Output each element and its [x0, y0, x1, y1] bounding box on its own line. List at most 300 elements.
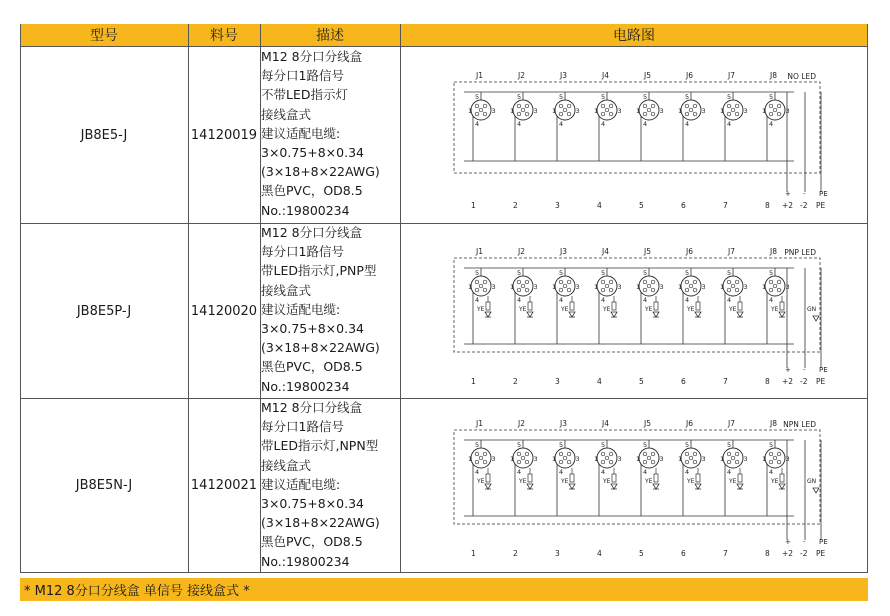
pin-label: 5 — [601, 441, 606, 449]
pin-label: 5 — [769, 269, 774, 277]
pin-label: 3 — [533, 107, 538, 115]
jack-label: J7 — [728, 419, 735, 428]
led-icon — [779, 484, 785, 489]
pin-label: 4 — [685, 120, 690, 128]
pin-label: 1 — [594, 107, 599, 115]
led-icon — [737, 312, 743, 317]
pin-label: 4 — [475, 120, 480, 128]
led-icon — [485, 312, 491, 317]
terminal-label: 6 — [681, 201, 686, 210]
jack-label: J7 — [728, 247, 735, 256]
pin-dot — [517, 452, 521, 456]
led-label: YE — [477, 306, 485, 313]
pin-dot — [521, 284, 525, 288]
terminal-label: 1 — [471, 377, 476, 386]
pin-dot — [525, 280, 529, 284]
pin-dot — [475, 460, 479, 464]
pin-dot — [483, 280, 487, 284]
pin-dot — [559, 288, 563, 292]
pin-dot — [727, 104, 731, 108]
pin-dot — [479, 456, 483, 460]
pin-label: 3 — [491, 455, 496, 463]
pin-label: 5 — [517, 269, 522, 277]
terminal-label: 1 — [471, 549, 476, 558]
m12-connector-icon — [471, 100, 491, 120]
pin-label: 5 — [601, 269, 606, 277]
pin-label: 5 — [685, 441, 690, 449]
desc-line: M12 8分口分线盒 — [261, 400, 363, 415]
power-led-icon — [813, 316, 819, 321]
pin-label: 3 — [533, 455, 538, 463]
m12-connector-icon — [597, 276, 617, 296]
led-icon — [737, 484, 743, 489]
pin-label: 4 — [517, 296, 522, 304]
terminal-label: 3 — [555, 549, 560, 558]
power-sign: - — [803, 538, 806, 546]
pin-dot — [735, 452, 739, 456]
led-label: YE — [771, 478, 779, 485]
resistor-icon — [570, 474, 574, 482]
jack-label: J8 — [770, 247, 777, 256]
terminal-label: 4 — [597, 201, 602, 210]
pin-label: 1 — [468, 283, 473, 291]
pin-label: 5 — [727, 93, 732, 101]
desc-line: 每分口1路信号 — [261, 419, 344, 435]
pin-label: 5 — [643, 269, 648, 277]
terminal-label: 7 — [723, 549, 728, 558]
pin-dot — [693, 460, 697, 464]
pin-dot — [609, 280, 613, 284]
pin-label: 4 — [559, 296, 564, 304]
pin-dot — [559, 112, 563, 116]
pin-label: 3 — [785, 107, 790, 115]
resistor-icon — [528, 474, 532, 482]
pin-dot — [483, 112, 487, 116]
enclosure-outline — [454, 258, 820, 352]
led-icon — [653, 484, 659, 489]
m12-connector-icon — [765, 448, 785, 468]
pin-dot — [563, 284, 567, 288]
pin-label: 5 — [475, 441, 480, 449]
led-icon — [653, 312, 659, 317]
pin-dot — [601, 280, 605, 284]
terminal-label: 7 — [723, 377, 728, 386]
pin-label: 5 — [559, 269, 564, 277]
power-sign: PE — [819, 366, 828, 374]
led-label: YE — [687, 306, 695, 313]
pin-dot — [521, 456, 525, 460]
jack-label: J6 — [686, 419, 693, 428]
pin-dot — [689, 284, 693, 288]
power-terminal-label: -2 — [800, 377, 808, 386]
pin-dot — [521, 108, 525, 112]
terminal-label: 3 — [555, 201, 560, 210]
m12-connector-icon — [723, 100, 743, 120]
jack-label: J2 — [518, 247, 525, 256]
pin-label: 1 — [468, 107, 473, 115]
pin-label: 3 — [785, 283, 790, 291]
pin-dot — [567, 460, 571, 464]
pin-dot — [773, 284, 777, 288]
pin-label: 3 — [659, 283, 664, 291]
pin-dot — [483, 104, 487, 108]
jack-label: J1 — [476, 419, 483, 428]
pin-dot — [559, 104, 563, 108]
pin-label: 4 — [601, 468, 606, 476]
desc-line: (3×18+8×22AWG) — [261, 340, 380, 356]
jack-label: J6 — [686, 71, 693, 80]
resistor-icon — [696, 302, 700, 310]
pin-label: 4 — [727, 468, 732, 476]
pin-dot — [601, 288, 605, 292]
m12-connector-icon — [597, 448, 617, 468]
m12-connector-icon — [555, 448, 575, 468]
power-sign: + — [785, 366, 791, 374]
pin-dot — [685, 452, 689, 456]
pin-dot — [563, 108, 567, 112]
pin-label: 5 — [643, 441, 648, 449]
pin-label: 1 — [510, 455, 515, 463]
row2-description — [261, 223, 380, 396]
power-terminal-label: +2 — [782, 377, 794, 386]
pin-label: 4 — [643, 296, 648, 304]
m12-connector-icon — [513, 448, 533, 468]
pin-dot — [693, 104, 697, 108]
pin-dot — [483, 460, 487, 464]
pin-dot — [475, 452, 479, 456]
pin-label: 4 — [475, 468, 480, 476]
pin-label: 1 — [636, 107, 641, 115]
m12-connector-icon — [639, 448, 659, 468]
terminal-label: 5 — [639, 549, 644, 558]
led-label: YE — [729, 306, 737, 313]
pin-label: 4 — [685, 468, 690, 476]
power-terminal-label: +2 — [782, 549, 794, 558]
led-icon — [527, 312, 533, 317]
pin-dot — [769, 452, 773, 456]
jack-label: J5 — [644, 247, 651, 256]
power-terminal-label: -2 — [800, 201, 808, 210]
pin-dot — [769, 280, 773, 284]
led-label: YE — [603, 306, 611, 313]
pin-dot — [735, 112, 739, 116]
power-sign: - — [803, 190, 806, 198]
jack-label: J5 — [644, 71, 651, 80]
desc-line: (3×18+8×22AWG) — [261, 515, 380, 531]
desc-line: No.:19800234 — [261, 202, 350, 218]
pin-label: 1 — [636, 283, 641, 291]
jack-label: J3 — [560, 247, 567, 256]
header-description: 描述 — [260, 24, 400, 46]
led-icon — [569, 484, 575, 489]
pin-label: 4 — [769, 120, 774, 128]
pin-label: 5 — [769, 441, 774, 449]
desc-line: (3×18+8×22AWG) — [261, 164, 380, 180]
resistor-icon — [780, 302, 784, 310]
pin-dot — [559, 280, 563, 284]
pin-dot — [475, 112, 479, 116]
pin-dot — [731, 108, 735, 112]
desc-line: 建议适配电缆: — [261, 301, 341, 317]
pin-dot — [609, 104, 613, 108]
pin-dot — [643, 280, 647, 284]
pin-label: 3 — [617, 283, 622, 291]
led-icon — [485, 484, 491, 489]
resistor-icon — [528, 302, 532, 310]
power-led-icon — [813, 488, 819, 493]
pin-dot — [651, 460, 655, 464]
terminal-label: 2 — [513, 201, 518, 210]
pin-label: 5 — [685, 93, 690, 101]
pin-label: 4 — [559, 468, 564, 476]
m12-connector-icon — [681, 276, 701, 296]
power-terminal-label: PE — [816, 201, 826, 210]
jack-label: J3 — [560, 419, 567, 428]
row3-part-no: 14120021 — [190, 478, 258, 493]
pin-dot — [735, 460, 739, 464]
row3-description — [261, 398, 380, 571]
pin-label: 5 — [601, 93, 606, 101]
pin-dot — [651, 452, 655, 456]
pin-dot — [475, 288, 479, 292]
pin-dot — [777, 112, 781, 116]
desc-line: 3×0.75+8×0.34 — [261, 496, 364, 512]
resistor-icon — [780, 474, 784, 482]
pin-dot — [769, 112, 773, 116]
pin-label: 1 — [636, 455, 641, 463]
pin-dot — [567, 452, 571, 456]
pin-dot — [567, 104, 571, 108]
resistor-icon — [654, 302, 658, 310]
pin-dot — [685, 280, 689, 284]
pin-label: 4 — [517, 468, 522, 476]
row3-model: JB8E5N-J — [75, 478, 133, 493]
terminal-label: 1 — [471, 201, 476, 210]
pin-dot — [525, 460, 529, 464]
pin-label: 4 — [643, 468, 648, 476]
pin-label: 3 — [743, 283, 748, 291]
pin-dot — [517, 112, 521, 116]
jack-label: J2 — [518, 71, 525, 80]
pin-dot — [601, 104, 605, 108]
pin-dot — [605, 108, 609, 112]
led-label: YE — [561, 478, 569, 485]
pin-dot — [517, 288, 521, 292]
terminal-label: 6 — [681, 377, 686, 386]
pin-dot — [601, 112, 605, 116]
pin-dot — [525, 104, 529, 108]
pin-label: 5 — [517, 441, 522, 449]
pin-label: 4 — [769, 296, 774, 304]
desc-line: 每分口1路信号 — [261, 244, 344, 260]
pin-dot — [567, 112, 571, 116]
pin-label: 3 — [743, 107, 748, 115]
pin-dot — [777, 452, 781, 456]
pin-dot — [609, 460, 613, 464]
terminal-label: 5 — [639, 201, 644, 210]
desc-line: 建议适配电缆: — [261, 125, 341, 141]
pin-dot — [727, 460, 731, 464]
led-icon — [779, 312, 785, 317]
pin-dot — [689, 456, 693, 460]
m12-connector-icon — [555, 100, 575, 120]
pin-label: 1 — [510, 283, 515, 291]
pin-label: 1 — [678, 455, 683, 463]
m12-connector-icon — [765, 100, 785, 120]
pin-label: 5 — [643, 93, 648, 101]
pin-dot — [643, 104, 647, 108]
jack-label: J1 — [476, 71, 483, 80]
pin-label: 3 — [659, 455, 664, 463]
pin-dot — [651, 280, 655, 284]
pin-dot — [567, 280, 571, 284]
resistor-icon — [696, 474, 700, 482]
pin-dot — [777, 460, 781, 464]
pin-dot — [773, 108, 777, 112]
pin-label: 4 — [727, 296, 732, 304]
pin-label: 5 — [559, 441, 564, 449]
circuit-type-label: PNP LED — [784, 248, 816, 257]
desc-line: 3×0.75+8×0.34 — [261, 145, 364, 161]
terminal-label: 4 — [597, 377, 602, 386]
wiring-diagram-no-led — [434, 60, 834, 216]
pin-label: 3 — [533, 283, 538, 291]
pin-dot — [643, 112, 647, 116]
resistor-icon — [612, 474, 616, 482]
pin-label: 1 — [720, 107, 725, 115]
desc-line: 每分口1路信号 — [261, 68, 344, 84]
pin-dot — [609, 452, 613, 456]
led-label: YE — [603, 478, 611, 485]
pin-dot — [479, 108, 483, 112]
pin-label: 1 — [720, 283, 725, 291]
pin-label: 3 — [617, 455, 622, 463]
pin-label: 1 — [678, 107, 683, 115]
resistor-icon — [570, 302, 574, 310]
jack-label: J7 — [728, 71, 735, 80]
pin-label: 4 — [517, 120, 522, 128]
resistor-icon — [612, 302, 616, 310]
pin-dot — [563, 456, 567, 460]
led-icon — [695, 484, 701, 489]
terminal-label: 7 — [723, 201, 728, 210]
row2-part-no: 14120020 — [190, 303, 258, 319]
pin-label: 4 — [475, 296, 480, 304]
led-icon — [695, 312, 701, 317]
pin-dot — [483, 288, 487, 292]
led-label: YE — [645, 306, 653, 313]
jack-label: J6 — [686, 247, 693, 256]
pin-label: 5 — [727, 269, 732, 277]
jack-label: J3 — [560, 71, 567, 80]
pin-dot — [651, 112, 655, 116]
pin-label: 1 — [468, 455, 473, 463]
m12-connector-icon — [723, 448, 743, 468]
power-led-label: GN — [807, 478, 817, 485]
pin-label: 3 — [659, 107, 664, 115]
row2-model: JB8E5P-J — [76, 303, 132, 319]
resistor-icon — [486, 474, 490, 482]
header-model: 型号 — [20, 24, 188, 46]
desc-line: M12 8分口分线盒 — [261, 225, 363, 240]
jack-label: J1 — [476, 247, 483, 256]
pin-dot — [685, 112, 689, 116]
pin-dot — [647, 456, 651, 460]
m12-connector-icon — [723, 276, 743, 296]
m12-connector-icon — [513, 100, 533, 120]
pin-dot — [475, 280, 479, 284]
row1-part-no: 14120019 — [190, 127, 258, 143]
power-terminal-label: +2 — [782, 201, 794, 210]
footer-note: * M12 8分口分线盒 单信号 接线盒式 * — [20, 578, 868, 601]
pin-dot — [559, 460, 563, 464]
pin-dot — [517, 104, 521, 108]
pin-dot — [693, 288, 697, 292]
pin-dot — [651, 104, 655, 108]
m12-connector-icon — [471, 448, 491, 468]
m12-connector-icon — [555, 276, 575, 296]
pin-dot — [651, 288, 655, 292]
pin-label: 3 — [701, 107, 706, 115]
desc-line: 3×0.75+8×0.34 — [261, 321, 364, 337]
header-part-no: 料号 — [188, 24, 260, 46]
power-sign: - — [803, 366, 806, 374]
pin-label: 1 — [552, 107, 557, 115]
pin-dot — [601, 460, 605, 464]
pin-dot — [559, 452, 563, 456]
pin-dot — [517, 280, 521, 284]
pin-label: 4 — [643, 120, 648, 128]
desc-line: No.:19800234 — [261, 553, 350, 569]
pin-label: 5 — [727, 441, 732, 449]
desc-line: 黑色PVC，OD8.5 — [261, 534, 363, 550]
m12-connector-icon — [681, 100, 701, 120]
m12-connector-icon — [471, 276, 491, 296]
terminal-label: 2 — [513, 549, 518, 558]
terminal-label: 3 — [555, 377, 560, 386]
pin-label: 1 — [594, 283, 599, 291]
pin-label: 3 — [491, 107, 496, 115]
pin-label: 4 — [559, 120, 564, 128]
pin-label: 5 — [769, 93, 774, 101]
pin-label: 4 — [685, 296, 690, 304]
terminal-label: 8 — [765, 201, 770, 210]
led-icon — [611, 484, 617, 489]
pin-dot — [689, 108, 693, 112]
power-sign: PE — [819, 538, 828, 546]
pin-label: 3 — [617, 107, 622, 115]
pin-label: 1 — [678, 283, 683, 291]
terminal-label: 4 — [597, 549, 602, 558]
pin-label: 4 — [601, 296, 606, 304]
pin-dot — [609, 112, 613, 116]
pin-dot — [605, 456, 609, 460]
pin-label: 5 — [685, 269, 690, 277]
pin-label: 3 — [575, 455, 580, 463]
led-icon — [569, 312, 575, 317]
desc-line: M12 8分口分线盒 — [261, 49, 363, 64]
desc-line: 带LED指示灯,NPN型 — [261, 438, 379, 454]
pin-dot — [525, 452, 529, 456]
pin-dot — [483, 452, 487, 456]
pin-dot — [735, 288, 739, 292]
pin-dot — [693, 112, 697, 116]
terminal-label: 5 — [639, 377, 644, 386]
pin-label: 3 — [575, 107, 580, 115]
pin-label: 5 — [475, 269, 480, 277]
pin-dot — [731, 284, 735, 288]
terminal-label: 6 — [681, 549, 686, 558]
